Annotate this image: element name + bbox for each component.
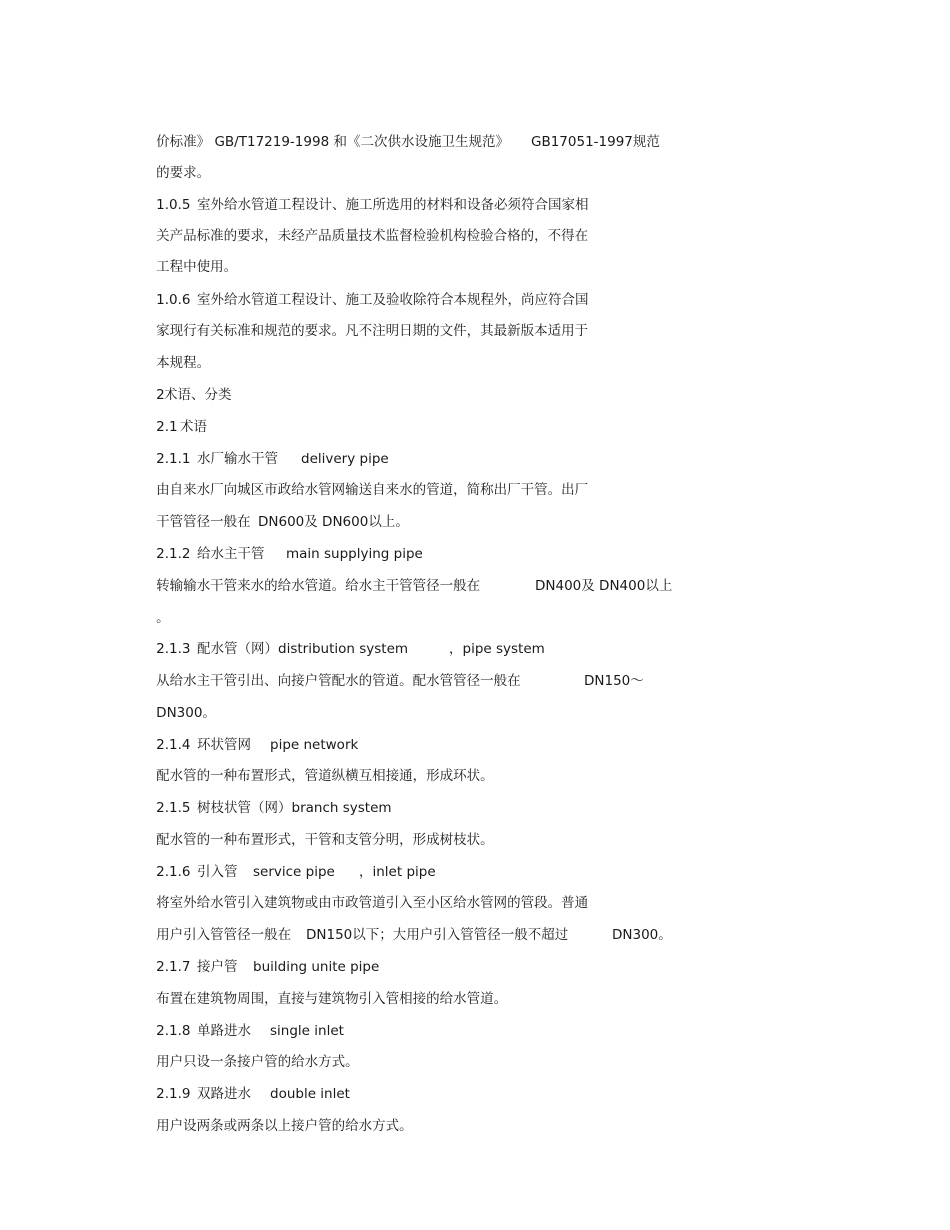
text-segment: DN150以下；大用户引入管管径一般不超过 [306, 927, 569, 943]
text-segment: 本规程。 [156, 355, 211, 371]
text-segment: DN150～ [584, 673, 644, 689]
term-en: ，inlet pipe [359, 864, 436, 880]
text-segment: 配水管的一种布置形式，管道纵横互相接通，形成环状。 [156, 768, 494, 784]
text-line [139, 813, 494, 867]
section-number: 1.0.5 [156, 197, 191, 213]
text-segment: DN600及 DN600以上。 [258, 514, 409, 530]
term-en: pipe network [270, 737, 359, 753]
section-number: 2.1.8 [156, 1023, 191, 1039]
text-segment: 家现行有关标准和规范的要求。凡不注明日期的文件，其最新版本适用于 [156, 323, 589, 339]
text-segment: 干管管径一般在 [156, 514, 251, 530]
text-segment: 用户引入管管径一般在 [156, 927, 292, 943]
text-line [139, 1099, 413, 1153]
term-cn: 配水管（网）distribution system [197, 641, 409, 657]
text-segment: 由自来水厂向城区市政给水管网输送自来水的管道，简称出厂干管。出厂 [156, 482, 589, 498]
text-segment: 价标准》 GB/T17219-1998 和《二次供水设施卫生规范》 [156, 134, 509, 150]
text-segment: 室外给水管道工程设计、施工及验收除符合本规程外，尚应符合国 [197, 292, 589, 308]
text-segment: 配水管的一种布置形式，干管和支管分明，形成树枝状。 [156, 832, 494, 848]
text-segment: 将室外给水管引入建筑物或由市政管道引入至小区给水管网的管段。普通 [156, 895, 589, 911]
text-segment: 工程中使用。 [156, 259, 238, 275]
term-en: delivery pipe [301, 451, 389, 467]
text-line [139, 749, 494, 803]
text-segment: 用户设两条或两条以上接户管的给水方式。 [156, 1118, 413, 1134]
term-cn: 引入管 [197, 864, 238, 880]
text-line [139, 559, 673, 613]
text-segment: 转输输水干管来水的给水管道。给水主干管管径一般在 [156, 578, 481, 594]
section-number: 2.1 [156, 419, 178, 435]
term-cn: 给水主干管 [197, 546, 265, 562]
term-en: service pipe [253, 864, 335, 880]
term-en: building unite pipe [253, 959, 380, 975]
term-en: double inlet [270, 1086, 350, 1102]
text-segment: 室外给水管道工程设计、施工所选用的材料和设备必须符合国家相 [197, 197, 589, 213]
text-segment: 关产品标准的要求，未经产品质量技术监督检验机构检验合格的，不得在 [156, 228, 589, 244]
term-cn: 树枝状管（网）branch system [197, 800, 392, 816]
section-heading: 术语 [180, 419, 207, 435]
section-number: 2.1.5 [156, 800, 191, 816]
section-number: 2.1.7 [156, 959, 191, 975]
section-number: 2.1.9 [156, 1086, 191, 1102]
text-segment: 的要求。 [156, 165, 211, 181]
text-segment: 从给水主干管引出、向接户管配水的管道。配水管管径一般在 [156, 673, 521, 689]
text-segment: 用户只设一条接户管的给水方式。 [156, 1054, 359, 1070]
text-line [139, 972, 507, 1026]
text-segment: GB17051-1997规范 [531, 134, 660, 150]
term-en: single inlet [270, 1023, 344, 1039]
text-segment: DN300。 [612, 927, 672, 943]
term-cn: 水厂输水干管 [197, 451, 278, 467]
term-cn: 单路进水 [197, 1023, 251, 1039]
text-segment: 布置在建筑物周围，直接与建筑物引入管相接的给水管道。 [156, 991, 508, 1007]
term-cn: 双路进水 [197, 1086, 251, 1102]
text-segment: DN300。 [156, 705, 216, 721]
term-en: main supplying pipe [286, 546, 423, 562]
section-number: 2.1.2 [156, 546, 191, 562]
term-en: ，pipe system [449, 641, 545, 657]
section-number: 2.1.3 [156, 641, 191, 657]
section-number: 2.1.1 [156, 451, 191, 467]
section-number: 2 [156, 387, 165, 403]
text-segment: 。 [156, 610, 170, 626]
section-number: 2.1.6 [156, 864, 191, 880]
section-number: 2.1.4 [156, 737, 191, 753]
section-number: 1.0.6 [156, 292, 191, 308]
term-cn: 接户管 [197, 959, 238, 975]
term-cn: 环状管网 [197, 737, 251, 753]
text-segment: DN400及 DN400以上 [535, 578, 673, 594]
section-heading: 术语、分类 [164, 387, 232, 403]
